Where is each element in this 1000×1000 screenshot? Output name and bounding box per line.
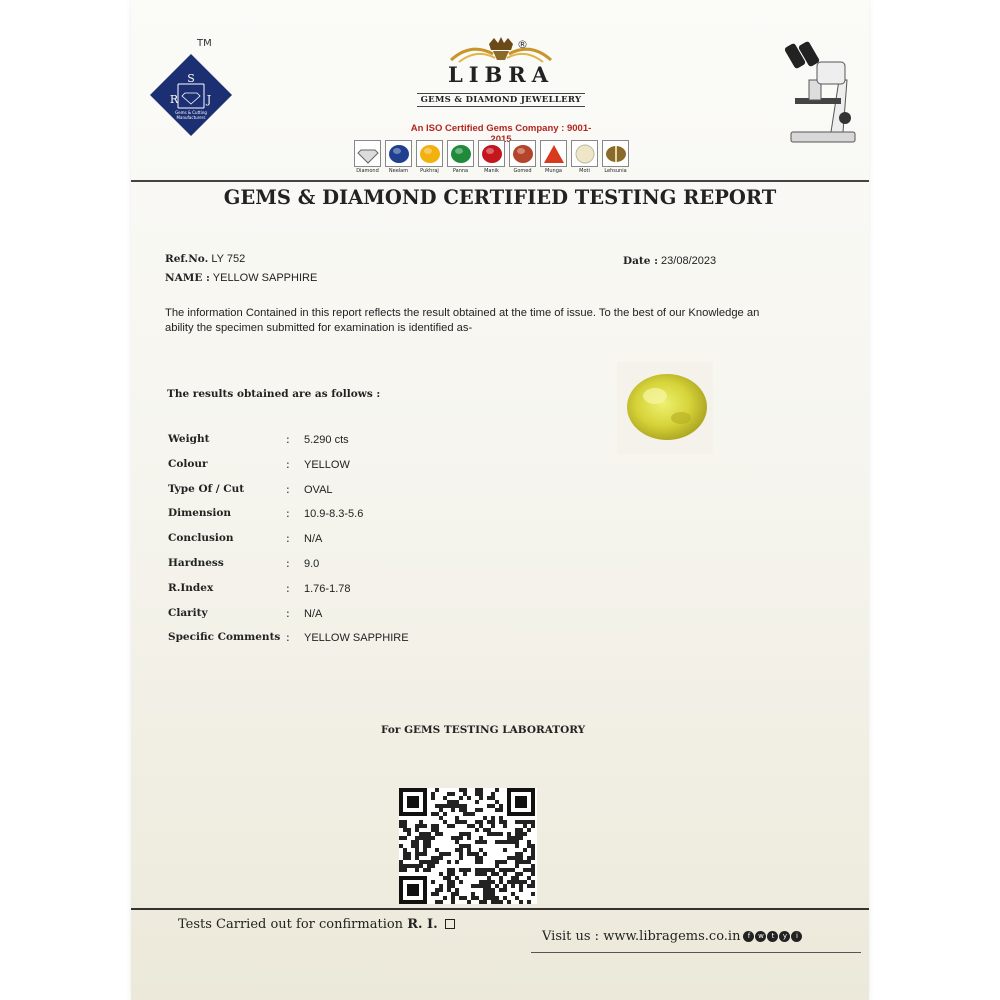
spec-colon: : — [286, 606, 290, 620]
gem-label: Diamond — [356, 168, 379, 174]
website-text: Visit us : www.libragems.co.in — [542, 929, 741, 944]
iso-certification: An ISO Certified Gems Company : 9001- 15 — [410, 123, 592, 145]
gem-icon — [509, 140, 536, 167]
gem-tile — [601, 140, 630, 174]
gem-tile — [570, 140, 599, 174]
gem-icon — [447, 140, 474, 167]
triangle-gem-icon — [540, 140, 567, 167]
diamond-icon — [354, 140, 381, 167]
results-heading: The results obtained are as follows : — [167, 388, 381, 400]
spec-label: Weight — [168, 433, 210, 445]
srj-letter-j: J — [206, 93, 212, 106]
gem-tile — [353, 140, 382, 174]
date-value: 23/08/2023 — [661, 255, 717, 267]
srj-caption-1: Gems & Cutting — [175, 110, 207, 115]
gem-icon — [416, 140, 443, 167]
tests-confirmation — [178, 917, 455, 932]
intro-paragraph: The information Contained in this report reflects the result obtained at the time of issue. To the best of our Knowledge an ability the specimen submitted for examination is identified as- — [165, 307, 760, 334]
spec-colon: : — [286, 556, 290, 570]
confirmation-checkbox — [445, 919, 455, 929]
pearl-icon — [571, 140, 598, 167]
spec-label: Dimension — [168, 507, 232, 520]
tests-method: R. I. — [407, 917, 438, 932]
gem-label: Panna — [452, 168, 469, 174]
srj-logo — [148, 52, 234, 138]
brand-subtitle: GEMS & DIAMOND JEWELLERY — [417, 93, 586, 107]
social-icons — [743, 931, 802, 942]
gem-label: Manik — [484, 168, 499, 174]
spec-value: 9.0 — [304, 557, 320, 570]
gem-label: Gomed — [513, 168, 532, 174]
gem-icon — [478, 140, 505, 167]
srj-letter-r: R — [169, 93, 179, 106]
social-icon[interactable]: w — [755, 931, 766, 942]
name-label: NAME : — [165, 272, 210, 284]
spec-label: Hardness — [168, 556, 224, 569]
gem-tile — [508, 140, 537, 174]
spec-label: Conclusion — [168, 532, 234, 545]
spec-label: Specific Comments — [168, 631, 281, 644]
gemstone-photo — [617, 362, 713, 454]
spec-value: 1.76-1.78 — [304, 582, 351, 595]
website-line — [542, 929, 802, 944]
footer-divider — [131, 908, 869, 910]
spec-colon: : — [286, 457, 290, 471]
tests-text: Tests Carried out for confirmation — [178, 917, 404, 932]
gem-label: Neelam — [388, 168, 409, 174]
gem-label: Munga — [545, 168, 562, 174]
trademark-mark: TM — [197, 38, 212, 49]
gem-icon — [385, 140, 412, 167]
header-divider — [131, 180, 869, 182]
gem-tile — [415, 140, 444, 174]
gem-label: Lehsunia — [604, 168, 627, 174]
reference-number — [165, 253, 245, 265]
spec-label: Type Of / Cut — [168, 482, 245, 495]
gem-label: Moti — [579, 168, 590, 174]
ref-label: Ref.No. — [165, 253, 209, 265]
ref-value: LY 752 — [211, 253, 246, 265]
libra-brand — [381, 36, 621, 107]
spec-value: 5.290 cts — [304, 434, 349, 446]
gem-tile — [446, 140, 475, 174]
spec-colon: : — [286, 482, 290, 496]
lab-signature-line: For GEMS TESTING LABORATORY — [381, 724, 586, 736]
srj-letter-s: S — [187, 72, 195, 85]
spec-colon: : — [286, 631, 290, 645]
spec-colon: : — [286, 532, 290, 546]
spec-colon: : — [286, 507, 290, 521]
spec-label: R.Index — [168, 581, 214, 594]
spec-value: 10.9-8.3-5.6 — [304, 508, 364, 521]
footer-underline — [531, 952, 861, 953]
report-date — [623, 255, 716, 267]
social-icon[interactable]: i — [791, 931, 802, 942]
certificate-page — [131, 0, 869, 1000]
microscope-icon — [781, 40, 861, 150]
qr-code — [399, 788, 537, 904]
registered-mark: ® — [517, 38, 528, 51]
srj-caption-2: Manufacturers — [176, 115, 206, 120]
cats-eye-icon — [602, 140, 629, 167]
gem-name — [165, 272, 317, 284]
spec-value: YELLOW SAPPHIRE — [304, 632, 409, 645]
spec-value: YELLOW — [304, 458, 350, 471]
gem-tile — [384, 140, 413, 174]
spec-value: N/A — [304, 533, 323, 546]
spec-value: N/A — [304, 607, 323, 620]
spec-value: OVAL — [304, 483, 333, 496]
gem-tile — [539, 140, 568, 174]
gem-tile — [477, 140, 506, 174]
spec-label: Colour — [168, 457, 208, 470]
date-label: Date : — [623, 255, 658, 267]
gemstone-strip — [353, 140, 630, 174]
brand-name: LIBRA — [447, 62, 555, 87]
gem-label: Pukhraj — [420, 168, 439, 174]
spec-colon: : — [286, 433, 290, 446]
report-title: GEMS & DIAMOND CERTIFIED TESTING REPORT — [223, 186, 777, 209]
crown-icon — [441, 36, 561, 64]
social-icon[interactable]: f — [743, 931, 754, 942]
social-icon[interactable]: y — [779, 931, 790, 942]
social-icon[interactable]: t — [767, 931, 778, 942]
name-value: YELLOW SAPPHIRE — [212, 272, 318, 284]
spec-label: Clarity — [168, 606, 208, 619]
spec-colon: : — [286, 581, 290, 595]
